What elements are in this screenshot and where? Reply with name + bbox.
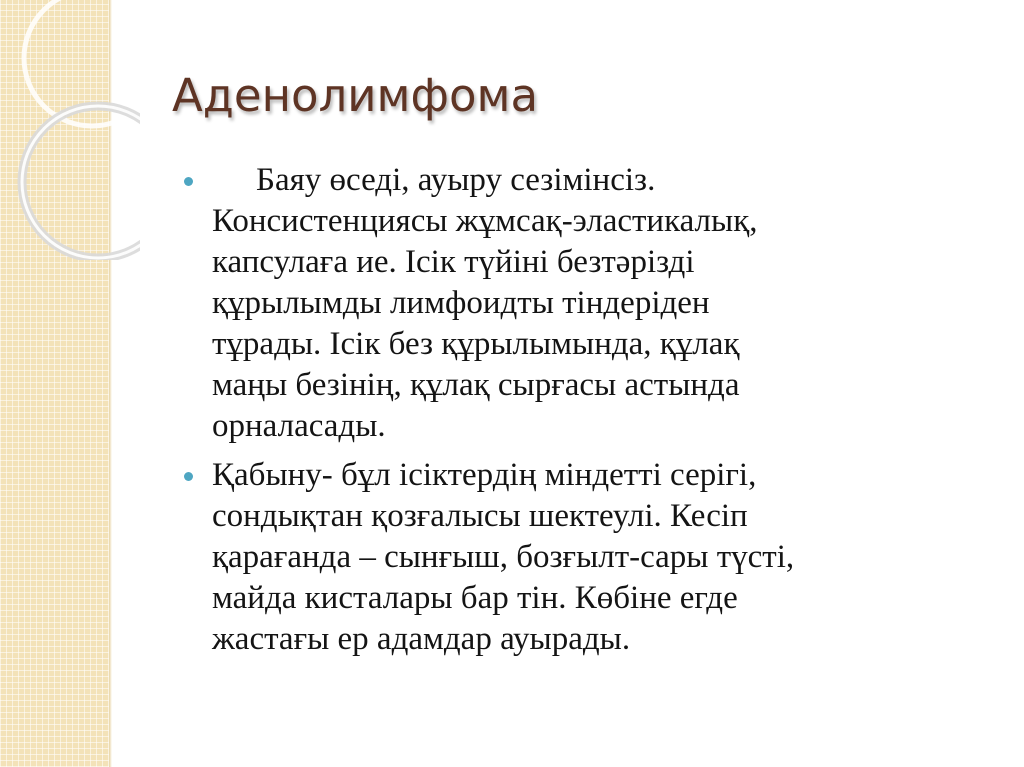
bullet-dot-icon — [184, 177, 193, 186]
bullet-item — [184, 160, 984, 447]
slide-title: Аденолимфома — [172, 69, 539, 122]
bullet-line: сондықтан қозғалысы шектеулі. Кесіп — [212, 498, 748, 534]
bullet-line: Баяу өседі, ауыру сезімінсіз. — [256, 162, 656, 198]
bullet-line: орналасады. — [212, 408, 386, 444]
bullet-line: қарағанда – сынғыш, бозғылт-сары түсті, — [212, 539, 795, 575]
decor-circle-bottom — [22, 106, 140, 258]
bullet-line: құрылымды лимфоидты тіндеріден — [212, 285, 710, 321]
bullet-line: маңы безінің, құлақ сырғасы астында — [212, 367, 740, 403]
bullet-line: Қабыну- бұл ісіктердің міндетті серігі, — [212, 457, 757, 493]
bullet-line: капсулаға ие. Ісік түйіні безтәрізді — [212, 244, 695, 280]
bullet-item — [184, 455, 984, 660]
bullet-line: Консистенциясы жұмсақ-эластикалық, — [212, 203, 758, 239]
bullet-line: жастағы ер адамдар ауырады. — [212, 621, 631, 657]
bullet-line: майда кисталары бар тін. Көбіне егде — [212, 580, 738, 616]
slide-content — [184, 160, 984, 660]
bullet-dot-icon — [184, 472, 193, 481]
decorative-circles — [0, 0, 140, 260]
bullet-line: тұрады. Ісік без құрылымында, құлақ — [212, 326, 740, 362]
